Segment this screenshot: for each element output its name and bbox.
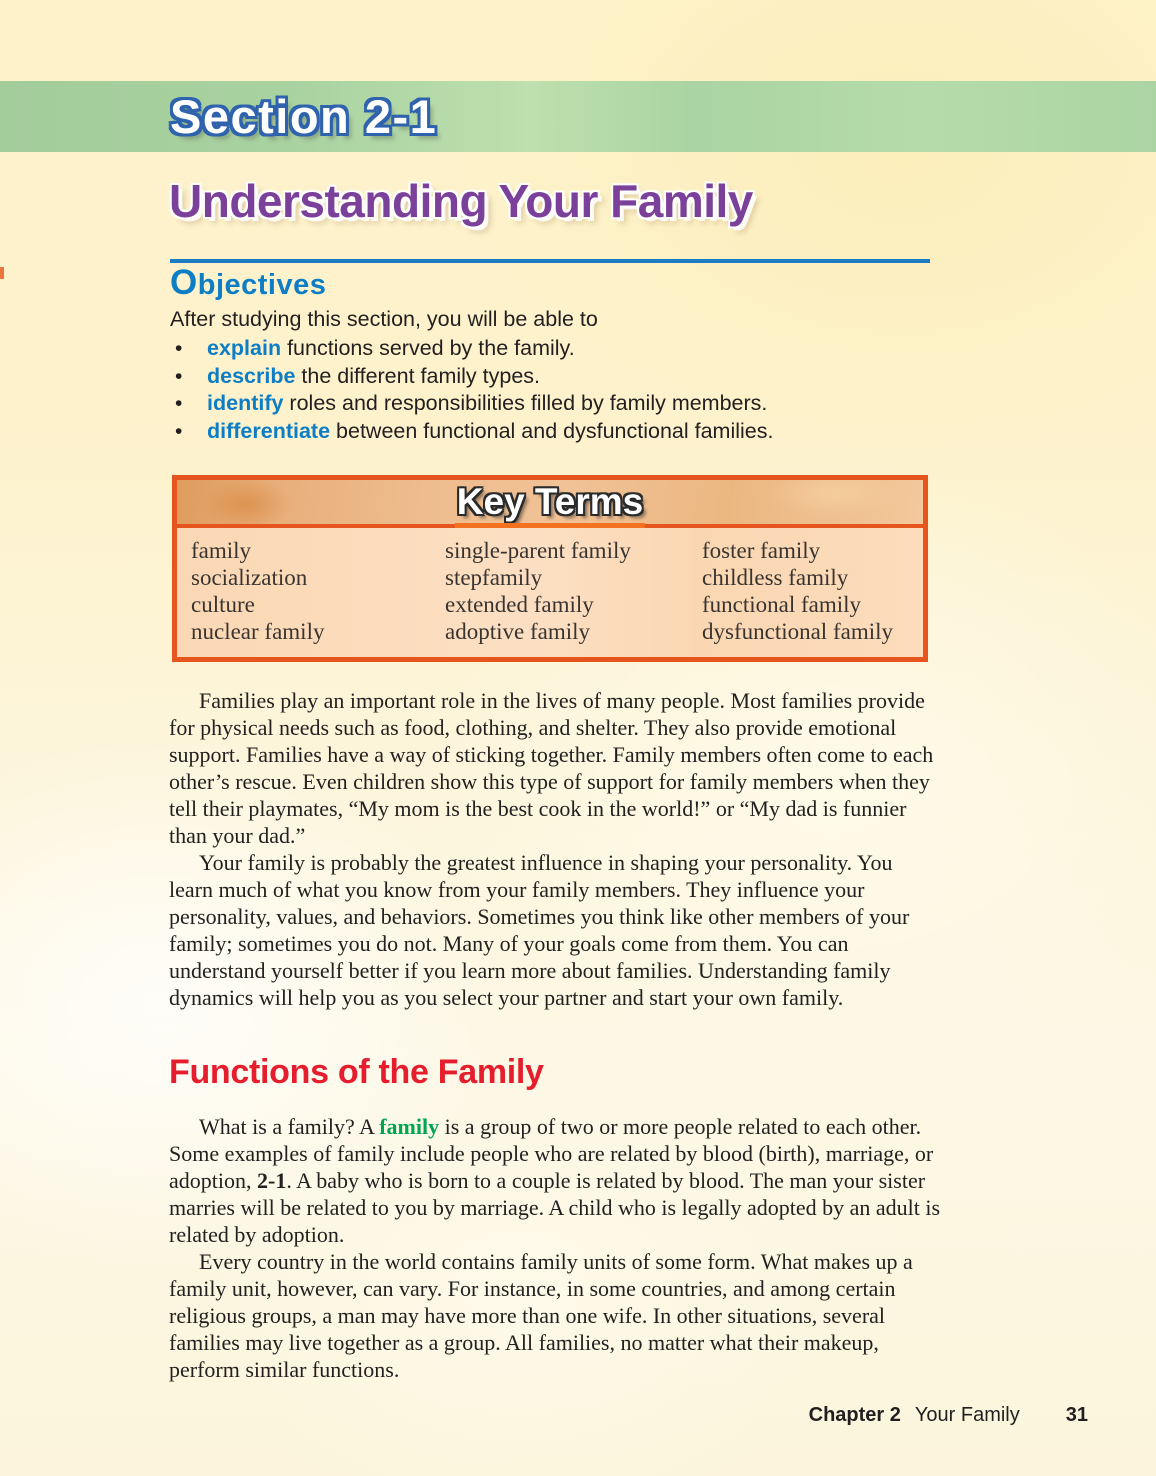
key-terms-column-1 <box>191 537 445 645</box>
key-terms-title: Key Terms <box>456 481 644 522</box>
bullet-icon: • <box>175 337 183 360</box>
key-term: nuclear family <box>191 619 325 644</box>
objective-keyword: differentiate <box>207 418 331 443</box>
objective-keyword: explain <box>207 336 282 360</box>
key-terms-underline <box>455 523 645 528</box>
key-term: stepfamily <box>445 565 543 590</box>
key-term: dysfunctional family <box>702 619 893 644</box>
paragraph-text: . A baby who is born to a couple is related by blood. The man your sister marries will be related to you by marriage. A child who is legally adopted by an adult is related by adoption. <box>169 1168 941 1247</box>
key-term: adoptive family <box>445 619 590 644</box>
key-term: childless family <box>702 565 849 590</box>
page-title: Understanding Your Family <box>169 175 753 227</box>
objective-item <box>170 390 960 418</box>
key-term: socialization <box>191 565 308 590</box>
key-term: functional family <box>702 592 862 617</box>
footer-page-number: 31 <box>1065 1404 1088 1426</box>
key-terms-column-2 <box>445 537 702 645</box>
objective-item <box>170 418 960 446</box>
footer-chapter-label: Chapter 2 <box>808 1404 901 1426</box>
functions-paragraph-1 <box>169 1113 941 1248</box>
key-terms-box <box>172 475 928 662</box>
objectives-heading: Objectives <box>170 263 327 302</box>
objective-text: between functional and dysfunctional families. <box>330 418 774 443</box>
figure-reference: 2-1 <box>257 1168 287 1193</box>
intro-paragraph-1: Families play an important role in the lives of many people. Most families provide for physical needs such as food, clothing, and shelter. They also provide emotional support. Families have a way of sticking together. Family members often come to each other’s rescue. Even children show this type of support for family members when they tell their playmates, “My mom is the best cook in the world!” or “My dad is funnier than your dad.” <box>169 688 934 848</box>
objective-item <box>170 335 960 363</box>
page-footer <box>170 1404 1088 1427</box>
functions-paragraph-2: Every country in the world contains family units of some form. What makes up a family unit, however, can vary. For instance, in some countries, and among certain religious groups, a man may have more than one wife. In other situations, several families may live together as a group. All families, no matter what their makeup, perform similar functions. <box>169 1249 913 1382</box>
key-terms-header <box>177 480 923 528</box>
objective-text: functions served by the family. <box>281 336 575 360</box>
glossary-term-family: family <box>379 1114 440 1139</box>
objectives-intro: After studying this section, you will be able to <box>170 307 598 331</box>
objective-text: the different family types. <box>295 363 541 388</box>
key-term: culture <box>191 592 255 617</box>
objective-keyword: identify <box>207 391 284 415</box>
footer-chapter-title: Your Family <box>914 1404 1020 1426</box>
bullet-icon: • <box>175 392 183 415</box>
key-term: single-parent family <box>445 538 631 563</box>
objective-keyword: describe <box>207 363 296 388</box>
paragraph-text: What is a family? A <box>199 1114 380 1139</box>
objective-item <box>170 363 960 391</box>
section-label: Section 2-1 <box>170 90 438 143</box>
key-term: family <box>191 538 252 563</box>
bullet-icon: • <box>175 364 183 388</box>
bullet-icon: • <box>175 419 183 443</box>
intro-paragraph-2: Your family is probably the greatest influence in shaping your personality. You learn much of what you know from your family members. They influence your personality, values, and behaviors. Sometimes you think like other members of your family; sometimes you do not. Many of your goals come from them. You can understand yourself better if you learn more about families. Understanding family dynamics will help you as you select your partner and start your own family. <box>169 850 910 1010</box>
objectives-list <box>170 335 960 445</box>
functions-heading: Functions of the Family <box>169 1053 544 1091</box>
margin-tick-mark <box>0 267 4 279</box>
key-term: extended family <box>445 592 594 617</box>
paragraph-text: is a group of two or more people related to each other. Some examples of family include people who are related by blood (birth), marriage, or adoption, <box>169 1114 934 1193</box>
section-banner <box>0 81 1156 152</box>
key-term: foster family <box>702 538 821 563</box>
key-terms-column-3 <box>702 537 917 645</box>
objective-text: roles and responsibilities filled by family members. <box>283 391 768 415</box>
key-terms-body <box>177 528 923 657</box>
